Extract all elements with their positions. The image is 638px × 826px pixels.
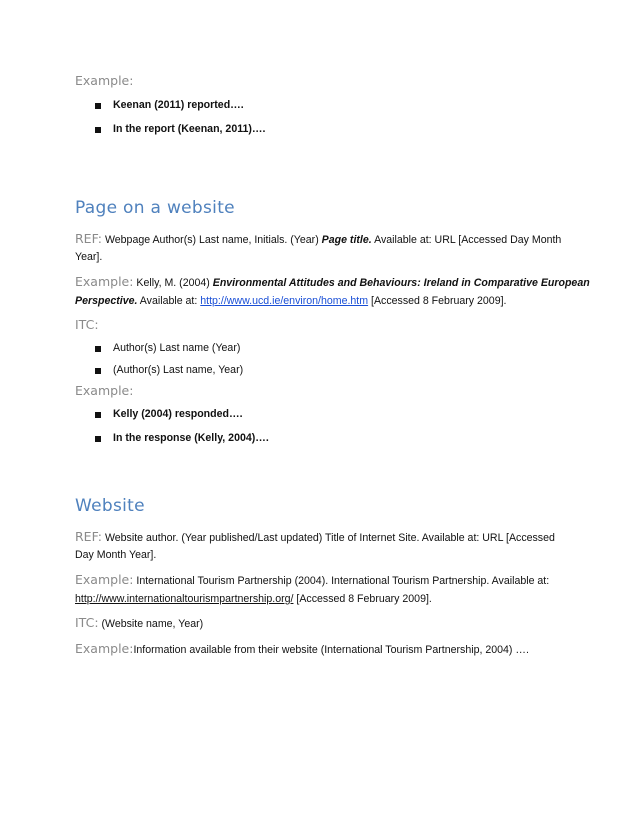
- example-text: Available at:: [137, 295, 201, 307]
- itc-text: (Website name, Year): [101, 618, 204, 630]
- example-line: [75, 275, 590, 290]
- example-text: Information available from their website (International Tourism Partnership, 2004) ….: [133, 644, 529, 656]
- example-link[interactable]: http://www.ucd.ie/environ/home.htm: [200, 295, 369, 307]
- example-bullet-text: In the report (Keenan, 2011)….: [113, 123, 266, 135]
- example-title: Perspective.: [75, 295, 138, 307]
- ref-line-continued: Day Month Year].: [75, 549, 157, 561]
- example-label: Example:: [75, 274, 134, 289]
- example-title: Environmental Attitudes and Behaviours: Ireland in Comparative European: [212, 277, 590, 289]
- example-text: [Accessed 8 February 2009].: [368, 295, 507, 307]
- example-line: [75, 573, 549, 588]
- section-heading-page-on-website: Page on a website: [75, 198, 235, 218]
- bullet-icon: [95, 127, 101, 133]
- example-bullet-text: In the response (Kelly, 2004)….: [113, 432, 269, 444]
- section-heading-website: Website: [75, 496, 145, 516]
- bullet-icon: [95, 346, 101, 352]
- example-label: Example:: [75, 73, 134, 88]
- example-bullet-text: Kelly (2004) responded….: [113, 408, 243, 420]
- itc-bullet-text: Author(s) Last name (Year): [113, 342, 241, 354]
- ref-line: [75, 530, 555, 545]
- itc-line: [75, 616, 203, 631]
- example-line-continued: [75, 294, 506, 308]
- bullet-icon: [95, 436, 101, 442]
- example-label: Example:: [75, 383, 134, 398]
- ref-line-continued: Year].: [75, 251, 103, 263]
- ref-label: REF:: [75, 529, 103, 544]
- itc-label: ITC:: [75, 615, 99, 630]
- example-line-continued: [75, 592, 432, 606]
- bullet-icon: [95, 103, 101, 109]
- ref-text: Webpage Author(s) Last name, Initials. (Year): [104, 234, 322, 246]
- example-label: Example:: [75, 641, 134, 656]
- example-text: Kelly, M. (2004): [136, 277, 213, 289]
- example-text: [Accessed 8 February 2009].: [293, 593, 432, 605]
- ref-text: Website author. (Year published/Last updated) Title of Internet Site. Available at: URL [Accessed: [104, 532, 555, 544]
- bullet-icon: [95, 368, 101, 374]
- ref-line: [75, 232, 561, 247]
- example-line: [75, 642, 529, 657]
- example-bullet-text: Keenan (2011) reported….: [113, 99, 244, 111]
- ref-page-title: Page title.: [321, 234, 372, 246]
- example-text: International Tourism Partnership (2004). International Tourism Partnership. Available at:: [136, 575, 550, 587]
- ref-text: Available at: URL [Accessed Day Month: [371, 234, 562, 246]
- itc-bullet-text: (Author(s) Last name, Year): [113, 364, 244, 376]
- itc-label: ITC:: [75, 317, 99, 332]
- example-link[interactable]: http://www.internationaltourismpartnership.org/: [75, 593, 294, 605]
- ref-label: REF:: [75, 231, 103, 246]
- bullet-icon: [95, 412, 101, 418]
- example-label: Example:: [75, 572, 134, 587]
